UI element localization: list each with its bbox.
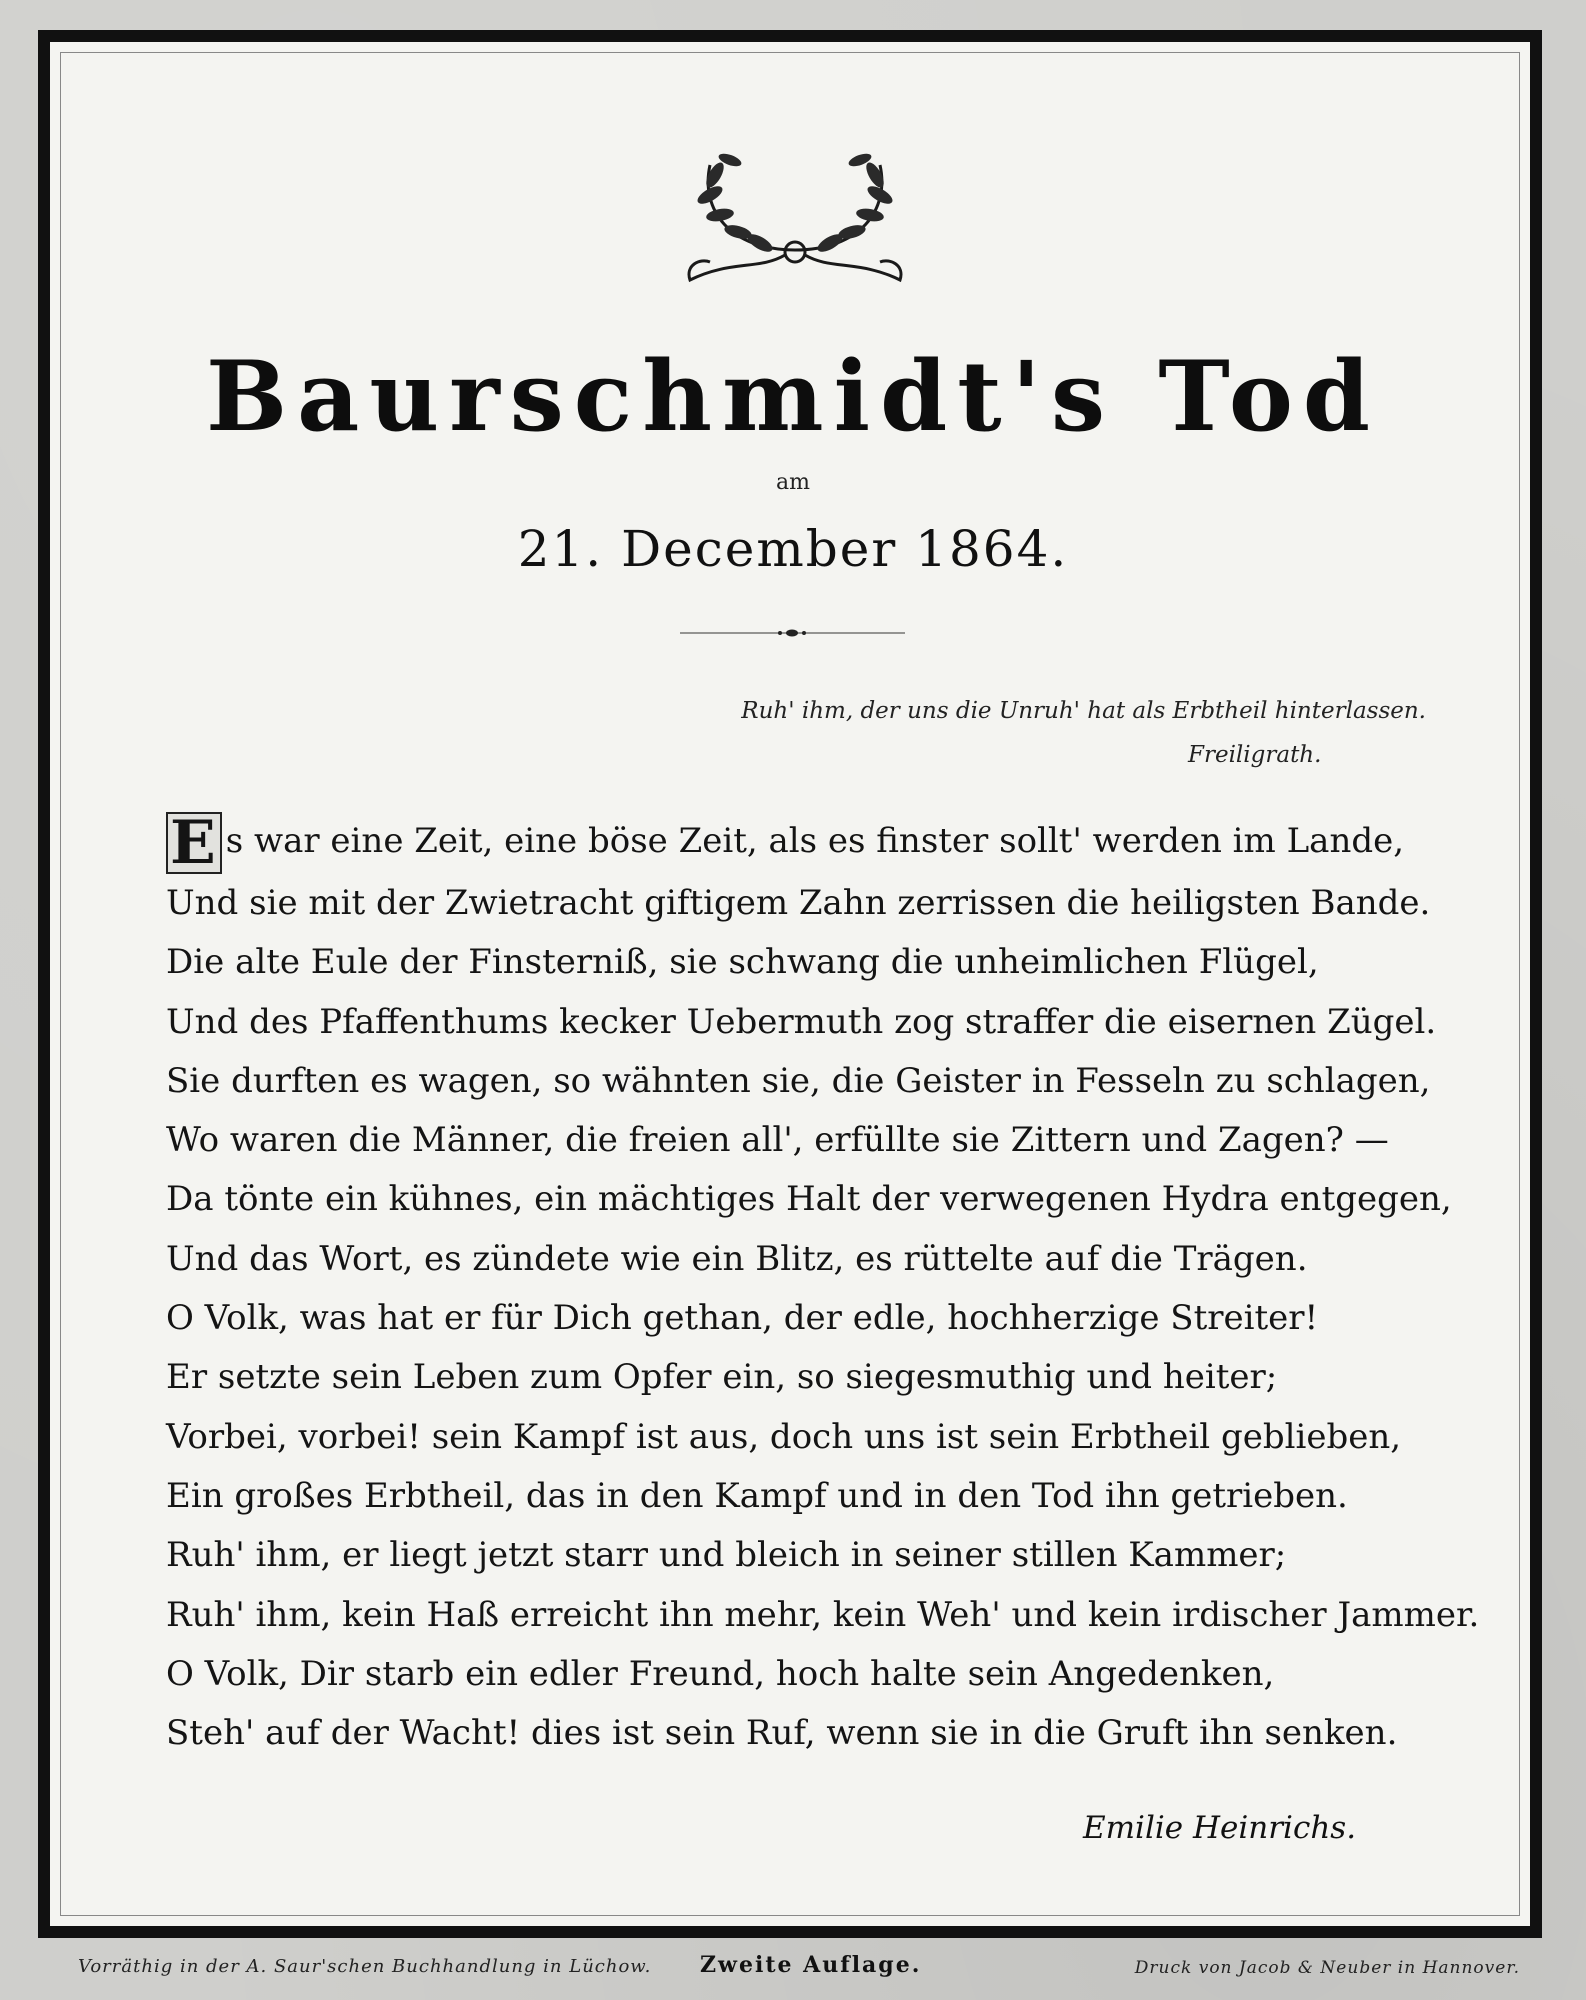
poem-line [166,808,1436,878]
footer-bookseller: Vorräthig in der A. Saur'schen Buchhandlung in Lüchow. [78,1956,652,1977]
poem-line: Und das Wort, es zündete wie ein Blitz, es rüttelte auf die Trägen. [166,1238,1308,1279]
poem-line: Sie durften es wagen, so wähnten sie, die Geister in Fesseln zu schlagen, [166,1060,1431,1101]
poem-line: Wo waren die Männer, die freien all', erfüllte sie Zittern und Zagen? — [166,1120,1389,1161]
epigraph-author: Freiligrath. [1188,742,1322,768]
document-date: 21. December 1864. [517,520,1069,578]
poem-line: Da tönte ein kühnes, ein mächtiges Halt der verwegenen Hydra entgegen, [166,1179,1452,1220]
poem-line: Ein großes Erbtheil, das in den Kampf und in den Tod ihn getrieben. [166,1475,1348,1516]
author-signature: Emilie Heinrichs. [1083,1810,1357,1846]
drop-cap: E [166,812,222,874]
poem-line-text: s war eine Zeit, eine böse Zeit, als es finster sollt' werden im Lande, [225,821,1405,861]
poem-line: O Volk, Dir starb ein edler Freund, hoch halte sein Angedenken, [166,1653,1275,1694]
poem-line: O Volk, was hat er für Dich gethan, der edle, hochherzige Streiter! [166,1298,1319,1339]
poem-line: Er setzte sein Leben zum Opfer ein, so siegesmuthig und heiter; [166,1357,1278,1398]
date-preposition: am [776,470,810,495]
poem-line: Ruh' ihm, er liegt jetzt starr und bleich in seiner stillen Kammer; [166,1535,1287,1576]
poem-line: Steh' auf der Wacht! dies ist sein Ruf, wenn sie in die Gruft ihn senken. [166,1713,1398,1754]
poem-line: Und sie mit der Zwietracht giftigem Zahn zerrissen die heiligsten Bande. [166,883,1431,923]
footer-printer: Druck von Jacob & Neuber in Hannover. [1134,1958,1520,1978]
poem-line: Vorbei, vorbei! sein Kampf ist aus, doch uns ist sein Erbtheil geblieben, [166,1416,1402,1457]
epigraph: Ruh' ihm, der uns die Unruh' hat als Erbtheil hinterlassen. [741,698,1426,724]
poem-line: Die alte Eule der Finsterniß, sie schwang die unheimlichen Flügel, [166,942,1319,983]
document-title: Baurschmidt's Tod [206,340,1380,453]
laurel-wreath-icon [670,140,920,290]
poem-line: Ruh' ihm, kein Haß erreicht ihn mehr, kein Weh' und kein irdischer Jammer. [166,1594,1480,1635]
poem [166,808,1480,1763]
poem-line: Und des Pfaffenthums kecker Uebermuth zog straffer die eisernen Zügel. [166,1001,1437,1042]
ornamental-rule-icon [680,628,905,638]
footer-edition: Zweite Auflage. [700,1952,922,1978]
